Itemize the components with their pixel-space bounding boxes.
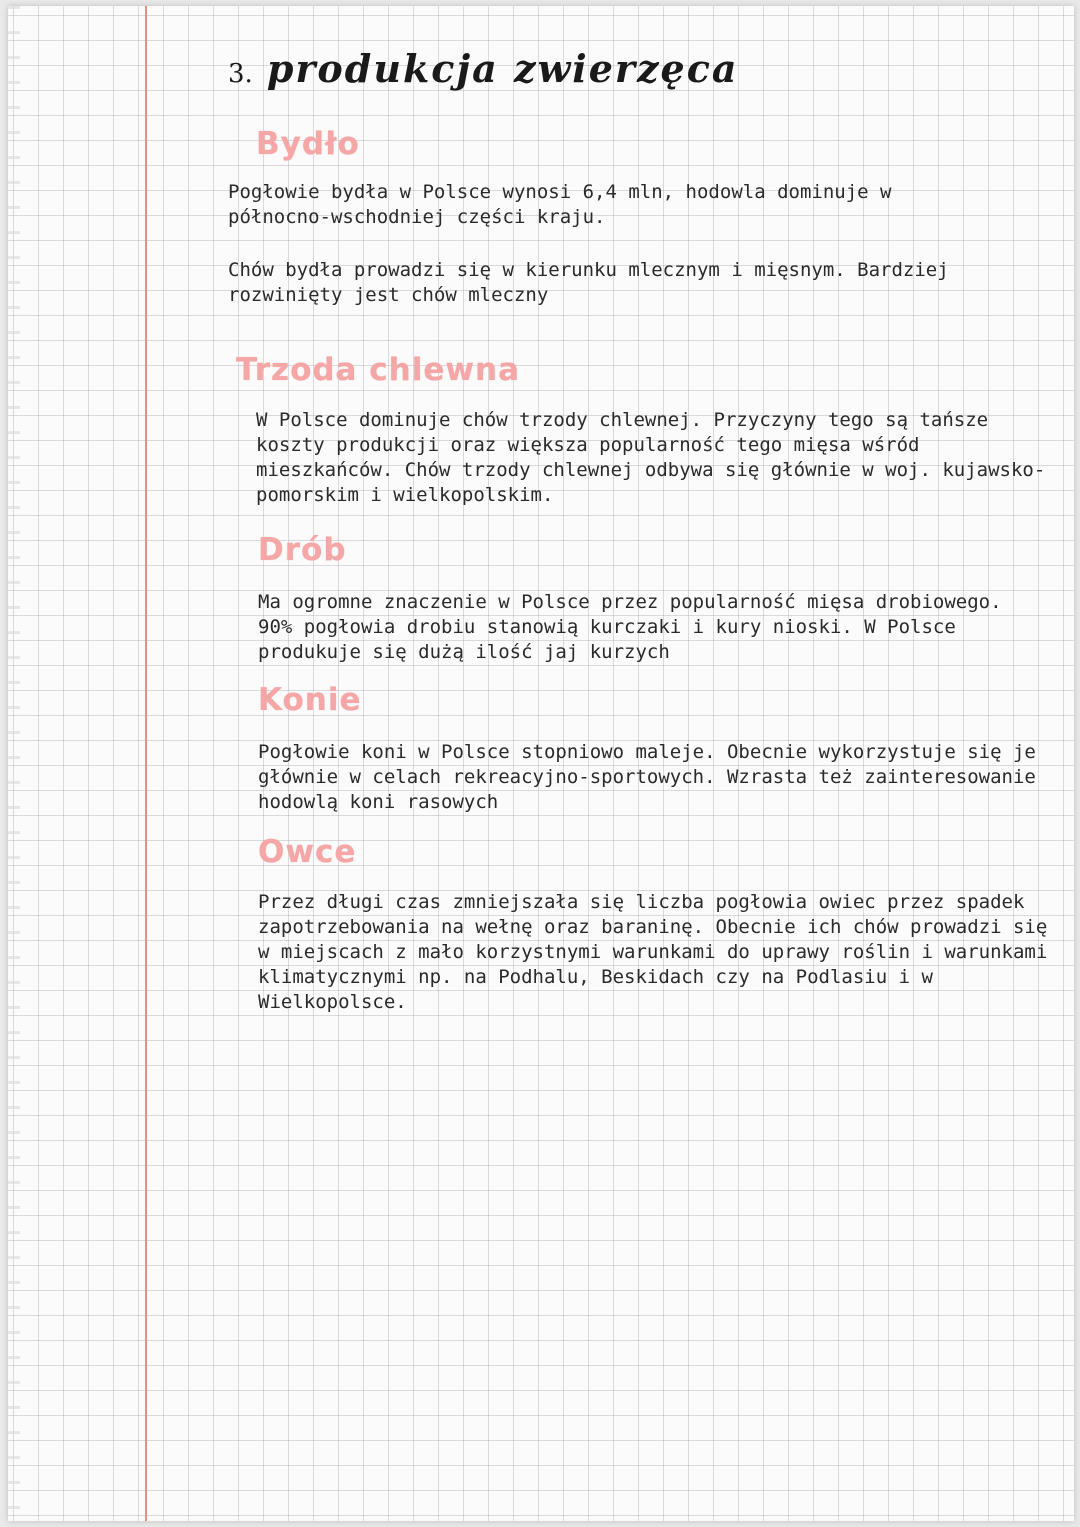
- paragraph-trzoda: W Polsce dominuje chów trzody chlewnej. Przyczyny tego są tańsze koszty produkcji oraz większa popularność tego mięsa wśród mieszkańców. Chów trzody chlewnej odbywa się głównie w woj. kujawsko-pomorskim i wielkopolskim.: [256, 409, 1046, 506]
- heading-bydlo: Bydło: [256, 126, 360, 162]
- paragraph-drob: Ma ogromne znaczenie w Polsce przez popularność mięsa drobiowego. 90% pogłowia drobiu stanowią kurczaki i kury nioski. W Polsce produkuje się dużą ilość jaj kurzych: [258, 591, 1002, 663]
- notebook-page: [8, 6, 1074, 1521]
- title-text: produkcja zwierzęca: [266, 46, 739, 91]
- page-title: [228, 46, 738, 91]
- heading-trzoda: Trzoda chlewna: [236, 352, 520, 388]
- paragraph-bydlo-2: Chów bydła prowadzi się w kierunku mlecznym i mięsnym. Bardziej rozwinięty jest chów mleczny: [228, 259, 949, 306]
- heading-drob: Drób: [258, 532, 347, 568]
- margin-line: [145, 6, 147, 1521]
- page-edge: [8, 6, 20, 1521]
- paragraph-owce: Przez długi czas zmniejszała się liczba pogłowia owiec przez spadek zapotrzebowania na wełnę oraz baraninę. Obecnie ich chów prowadzi się w miejscach z mało korzystnymi warunkami do uprawy roślin i warunkami klimatycznymi np. na Podhalu, Beskidach czy na Podlasiu i w Wielkopolsce.: [258, 891, 1048, 1013]
- heading-konie: Konie: [258, 682, 362, 718]
- heading-owce: Owce: [258, 834, 357, 870]
- paragraph-bydlo-1: Pogłowie bydła w Polsce wynosi 6,4 mln, hodowla dominuje w północno-wschodniej części kraju.: [228, 181, 892, 228]
- title-number: 3.: [228, 59, 253, 89]
- paragraph-konie: Pogłowie koni w Polsce stopniowo maleje. Obecnie wykorzystuje się je głównie w celach rekreacyjno-sportowych. Wzrasta też zainteresowanie hodowlą koni rasowych: [258, 741, 1036, 813]
